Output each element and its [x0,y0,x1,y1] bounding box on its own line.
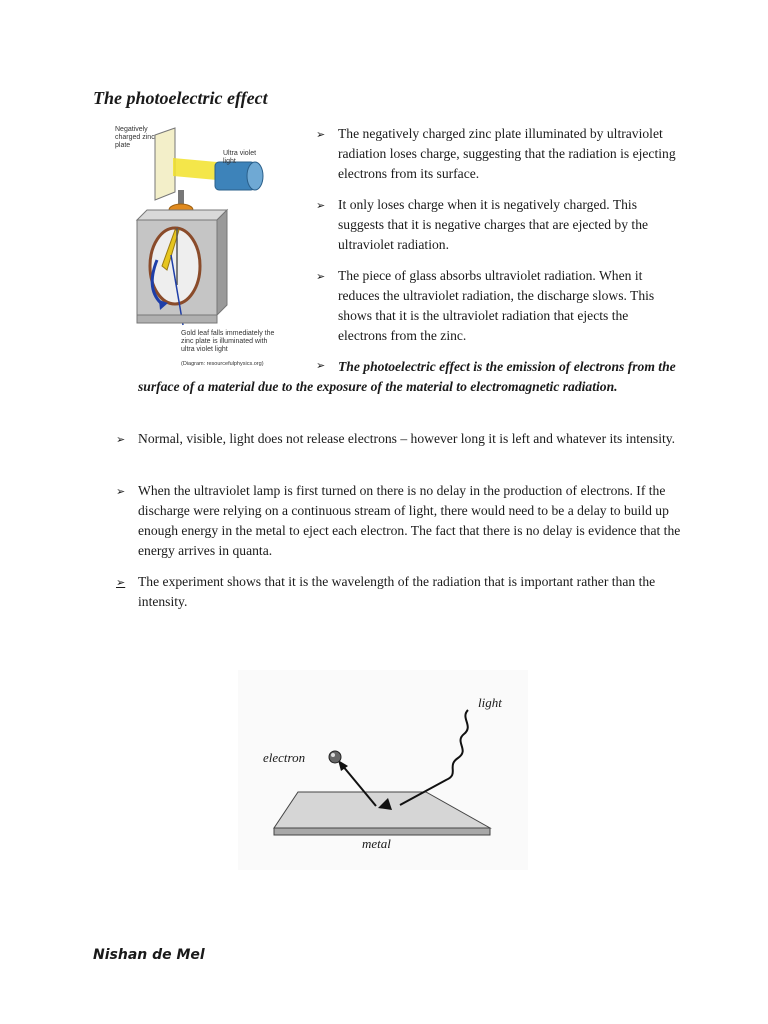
bullet-bottom-3 [116,572,681,612]
definition-text: The photoelectric effect is the emission of electrons from the surface of a material due to the exposure of the material to electromagnetic radiation. [138,359,676,394]
page-title: The photoelectric effect [93,88,268,108]
bullet-arrow-icon: ➢ [116,433,126,446]
author-footer: Nishan de Mel [93,947,205,963]
apparatus-figure [105,120,295,370]
bullet-arrow-icon: ➢ [116,485,126,498]
photoemission-diagram [238,670,528,870]
bullet-text: It only loses charge when it is negatively charged. This suggests that it is negative charges that are ejected by the ultraviolet radiation. [338,197,649,252]
plate-label: Negatively charged zinc plate [115,126,155,149]
bullet-bottom-2 [116,481,681,561]
bullet-text: The negatively charged zinc plate illuminated by ultraviolet radiation loses charge, suggesting that the radiation is ejecting electrons from its surface. [338,126,676,181]
diagram-credit: (Diagram: resourcefulphysics.org) [181,361,264,367]
bullet-text: The piece of glass absorbs ultraviolet radiation. When it reduces the ultraviolet radiation, the discharge slows. This shows that it is the ultraviolet radiation that ejects the electrons from the zinc. [338,268,655,343]
bullet-top-1 [316,124,676,184]
bullet-text: Normal, visible, light does not release electrons – however long it is left and whatever its intensity. [138,431,676,446]
bullet-text: The experiment shows that it is the wavelength of the radiation that is important rather than the intensity. [138,574,656,609]
bullet-arrow-icon: ➢ [316,359,326,372]
bullet-top-3 [316,266,676,346]
uv-label: Ultra violet light [223,150,257,165]
bullet-arrow-icon: ➢ [316,199,326,212]
bullet-arrow-icon: ➢ [116,576,126,589]
light-label: light [478,695,502,710]
metal-label: metal [362,836,391,851]
bullet-arrow-icon: ➢ [316,128,326,141]
electron-label: electron [263,750,306,765]
bullet-bottom-1 [116,429,681,449]
bullet-text: When the ultraviolet lamp is first turned on there is no delay in the production of electrons. If the discharge were relying on a continuous stream of light, there would need to be a delay to build up enough energy in the metal to eject each electron. The fact that there is no delay is evidence that the energy arrives in quanta. [138,483,681,558]
bullet-top-2 [316,195,676,255]
gold-leaf-label: Gold leaf falls immediately the zinc plate is illuminated with ultra violet light [181,330,275,353]
bullet-arrow-icon: ➢ [316,270,326,283]
